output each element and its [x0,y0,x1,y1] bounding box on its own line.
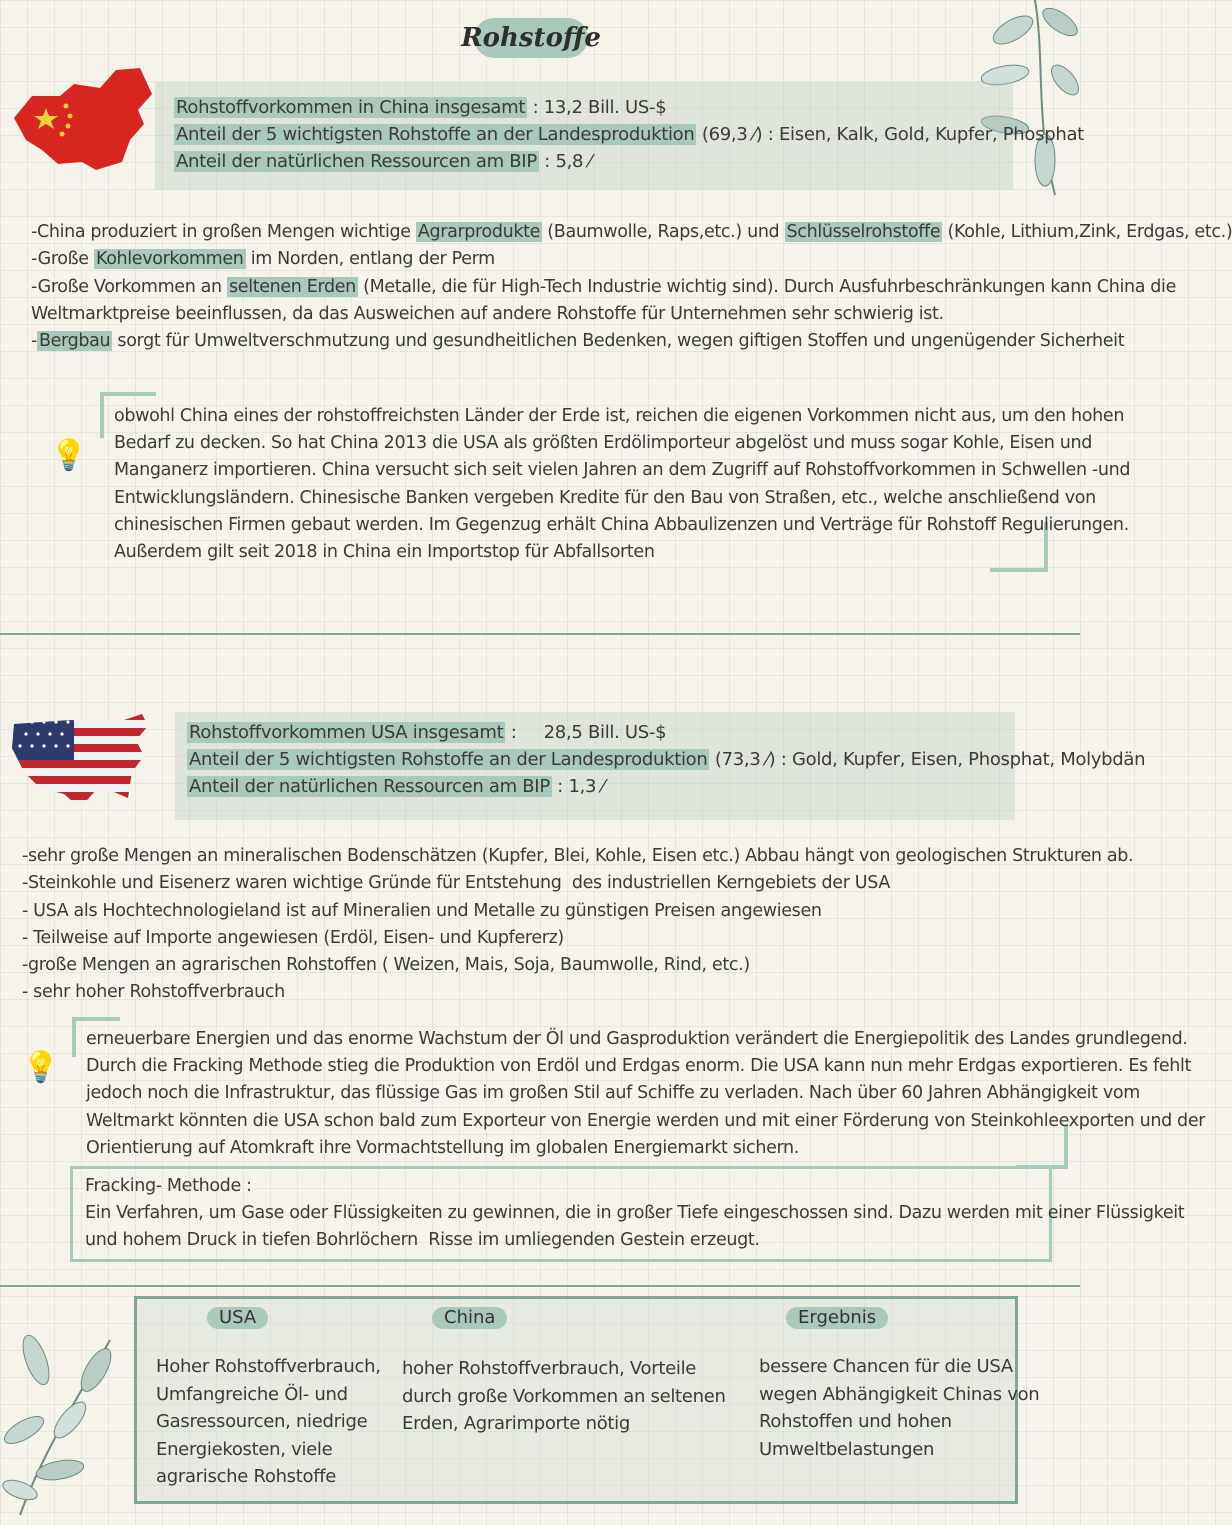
china-stat-bip: Anteil der natürlichen Ressourcen am BIP : 5,8 ⁄ [176,151,592,172]
list-item: -China produziert in großen Mengen wichtige Agrarprodukte (Baumwolle, Raps,etc.) und Schlüsselrohstoffe (Kohle, Lithium,Zink, Erdgas, etc.) [31,222,1232,242]
lightbulb-icon: 💡 [50,438,88,473]
china-stats [174,94,1084,175]
section-divider [0,1285,1080,1287]
leaves-decoration-icon [0,1320,120,1520]
list-item: - Bergbau sorgt für Umweltverschmutzung und gesundheitlichen Bedenken, wegen giftigen Stoffen und ungenügender Sicherheit [31,331,1125,352]
section-divider [0,633,1080,635]
list-item: -Große Kohlevorkommen im Norden, entlang der Perm [31,249,495,270]
china-stat-total: Rohstoffvorkommen in China insgesamt : 13,2 Bill. US-$ [176,97,667,118]
column-heading-ergebnis: Ergebnis [786,1307,888,1329]
lightbulb-icon: 💡 [22,1050,60,1085]
list-item: -große Mengen an agrarischen Rohstoffen ( Weizen, Mais, Soja, Baumwolle, Rind, etc.) [22,955,750,976]
list-item: Weltmarktpreise beeinflussen, da das Ausweichen auf andere Rohstoffe für Unternehmen sehr schwierig ist. [31,303,944,324]
usa-stat-bip: Anteil der natürlichen Ressourcen am BIP : 1,3 ⁄ [189,776,605,797]
usa-stat-total: Rohstoffvorkommen USA insgesamt : 28,5 Bill. US-$ [189,722,667,743]
usa-stats [187,719,1145,800]
usa-bullets [22,843,1133,1007]
column-china: hoher Rohstoffverbrauch, Vorteile durch große Vorkommen an seltenen Erden, Agrarimporte nötig [402,1358,726,1434]
usa-note: erneuerbare Energien und das enorme Wachstum der Öl und Gasproduktion verändert die Energiepolitik des Landes grundlegend. Durch die Fracking Methode stieg die Produktion von Erdöl und Erdgas enorm. Die USA kann nun mehr Erdgas exportieren. Es fehlt jedoch noch die Infrastruktur, das flüssige Gas im großen Stil auf Schiffe zu verladen. Nach über 60 Jahren Abhängigkeit vom Weltmarkt könnten die USA schon bald zum Exporteur von Energie werden und mit einer Förderung von Steinkohleexporten und der Orientierung auf Atomkraft ihre Vormachtstellung im globalen Energiemarkt sichern. [86,1029,1206,1158]
china-note: obwohl China eines der rohstoffreichsten Länder der Erde ist, reichen die eigenen Vorkommen nicht aus, um den hohen Bedarf zu decken. So hat China 2013 die USA als größten Erdölimporteur abgelöst und muss sogar Kohle, Eisen und Manganerz importieren. China versucht sich seit vielen Jahren an dem Zugriff auf Rohstoffvorkommen in Schwellen -und Entwicklungsländern. Chinesische Banken vergeben Kredite für den Bau von Straßen, etc., welche anschließend von chinesischen Firmen gebaut werden. Im Gegenzug erhält China Abbaulizenzen und Verträge für Rohstoff Regulierungen. Außerdem gilt seit 2018 in China ein Importstop für Abfallsorten [114,406,1131,563]
china-bullets [31,219,1232,355]
usa-stat-top5: Anteil der 5 wichtigsten Rohstoffe an der Landesproduktion (73,3 ⁄) : Gold, Kupfer, Eisen, Phosphat, Molybdän [189,749,1146,770]
list-item: -Große Vorkommen an seltenen Erden (Metalle, die für High-Tech Industrie wichtig sind). Durch Ausfuhrbeschränkungen kann China die [31,276,1176,297]
list-item: - sehr hoher Rohstoffverbrauch [22,982,285,1003]
list-item: -Steinkohle und Eisenerz waren wichtige Gründe für Entstehung des industriellen Kerngebiets der USA [22,873,890,894]
usa-map-icon [10,712,152,810]
column-heading-china: China [432,1307,507,1329]
china-stat-top5: Anteil der 5 wichtigsten Rohstoffe an der Landesproduktion (69,3 ⁄) : Eisen, Kalk, Gold, Kupfer, Phosphat [176,124,1084,145]
column-usa: Hoher Rohstoffverbrauch, Umfangreiche Öl- und Gasressourcen, niedrige Energiekosten, viele agrarische Rohstoffe [156,1356,381,1487]
page-title: Rohstoffe [474,18,588,58]
column-heading-usa: USA [207,1307,268,1329]
china-map-icon [12,66,154,174]
list-item: - Teilweise auf Importe angewiesen (Erdöl, Eisen- und Kupfererz) [22,927,564,948]
list-item: - USA als Hochtechnologieland ist auf Mineralien und Metalle zu günstigen Preisen angewiesen [22,900,822,921]
column-ergebnis: bessere Chancen für die USA wegen Abhängigkeit Chinas von Rohstoffen und hohen Umweltbelastungen [759,1356,1040,1460]
fracking-definition: Fracking- Methode : Ein Verfahren, um Gase oder Flüssigkeiten zu gewinnen, die in großer Tiefe eingeschossen sind. Dazu werden mit einer Flüssigkeit und hohem Druck in tiefen Bohrlöchern Risse im umliegenden Gestein erzeugt. [85,1173,1184,1255]
fracking-heading: Fracking- Methode : [85,1176,252,1196]
list-item: -sehr große Mengen an mineralischen Bodenschätzen (Kupfer, Blei, Kohle, Eisen etc.) Abbau hängt von geologischen Strukturen ab. [22,846,1134,866]
